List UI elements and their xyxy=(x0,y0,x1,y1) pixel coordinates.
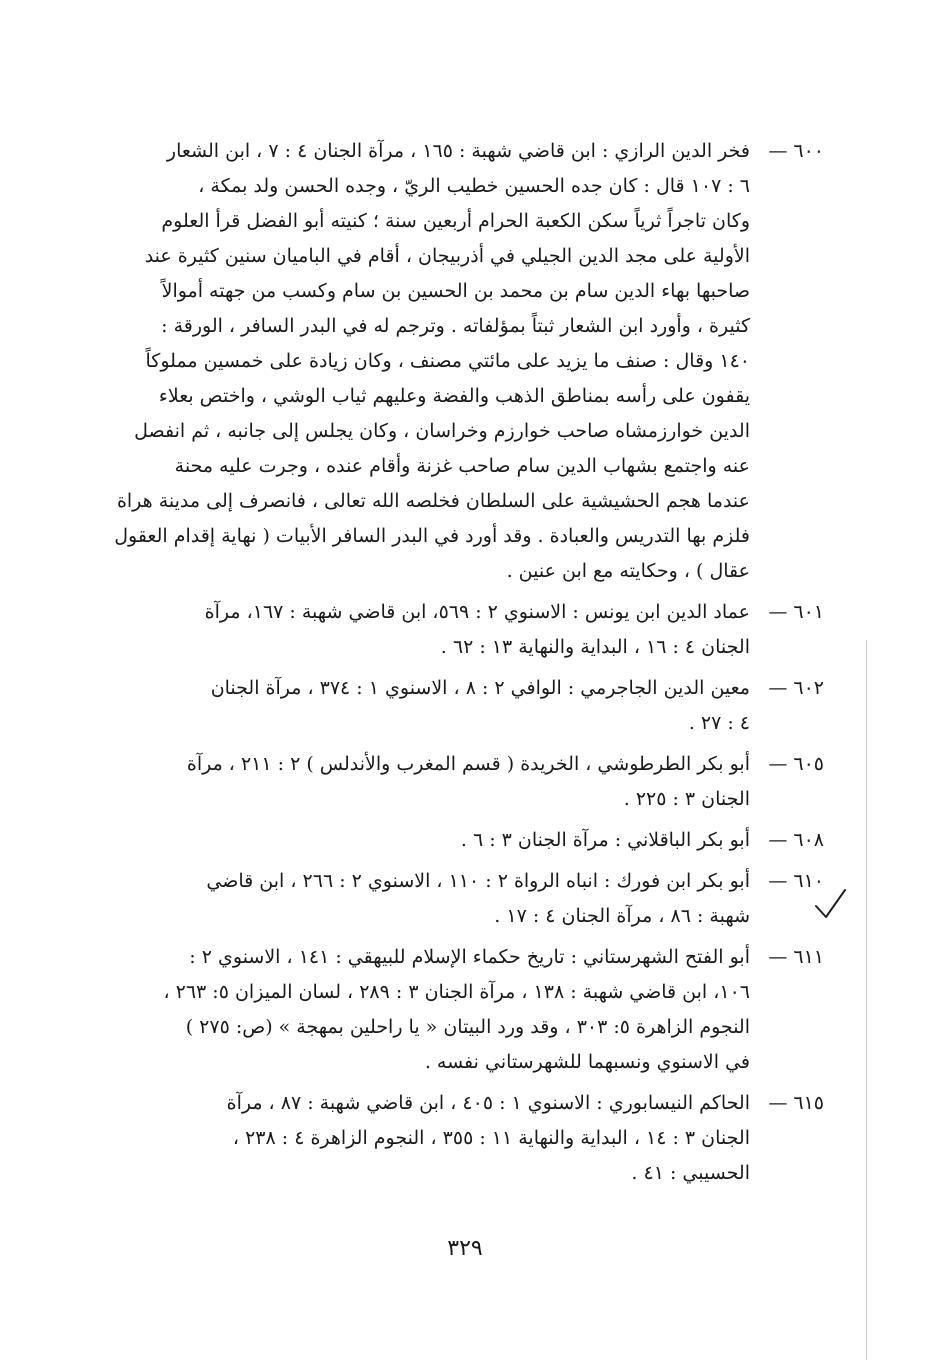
entry-number: ٦٠٨ — xyxy=(768,829,824,851)
entry-line: أبو بكر الباقلاني : مرآة الجنان ٣ : ٦ . xyxy=(460,829,750,851)
entry-line: ١٠٦، ابن قاضي شهبة : ١٣٨ ، مرآة الجنان ٣ : ٢٨٩ ، لسان الميزان ٥: ٢٦٣ ، xyxy=(163,981,750,1003)
entry-text xyxy=(148,671,750,741)
entry-text xyxy=(148,595,750,665)
entry-line: الحسيبي : ٤١ . xyxy=(631,1162,750,1184)
entry-number: ٦١١ — xyxy=(768,946,824,968)
footnote-entry xyxy=(148,747,824,817)
page-number: ٣٢٩ xyxy=(447,1236,483,1261)
entry-line: في الاسنوي ونسبهما للشهرستاني نفسه . xyxy=(424,1051,750,1073)
entry-text xyxy=(148,747,750,817)
entry-line: عماد الدين ابن يونس : الاسنوي ٢ : ٥٦٩، ابن قاضي شهبة : ١٦٧، مرآة xyxy=(204,601,750,623)
footnote-entry xyxy=(148,823,824,858)
entry-line: أبو الفتح الشهرستاني : تاريخ حكماء الإسلام للبيهقي : ١٤١ ، الاسنوي ٢ : xyxy=(189,946,750,968)
entry-number: ٦١٠ — xyxy=(768,870,824,892)
entry-line: ٦ : ١٠٧ قال : كان جده الحسين خطيب الريّ ، وجده الحسن ولد بمكة ، xyxy=(198,175,750,197)
entry-text xyxy=(148,1086,750,1191)
entry-line: النجوم الزاهرة ٥: ٣٠٣ ، وقد ورد البيتان « يا راحلين بمهجة » (ص: ٢٧٥ ) xyxy=(185,1016,750,1038)
entry-line: الجنان ٣ : ٢٢٥ . xyxy=(623,788,750,810)
entry-number: ٦٠٥ — xyxy=(768,753,824,775)
entry-line: ١٤٠ وقال : صنف ما يزيد على مائتي مصنف ، وكان زيادة على خمسين مملوكاً xyxy=(145,350,750,372)
entry-text xyxy=(148,940,750,1080)
entry-line: معين الدين الجاجرمي : الوافي ٢ : ٨ ، الاسنوي ١ : ٣٧٤ ، مرآة الجنان xyxy=(210,677,750,699)
entry-line: وكان تاجراً ثرياً سكن الكعبة الحرام أربعين سنة ؛ كنيته أبو الفضل قرأ العلوم xyxy=(161,210,750,232)
entry-line: ٤ : ٢٧ . xyxy=(688,712,750,734)
footnote-entry xyxy=(148,671,824,741)
footnote-entry xyxy=(148,1086,824,1191)
entry-number: ٦٠٢ — xyxy=(768,677,824,699)
entry-text xyxy=(114,134,750,589)
entry-line: الدين خوارزمشاه صاحب خوارزم وخراسان ، وكان يجلس إلى جانبه ، ثم انفصل xyxy=(134,420,750,442)
entry-number: ٦٠١ — xyxy=(768,601,824,623)
entry-line: فلزم بها التدريس والعبادة . وقد أورد في البدر السافر الأبيات ( نهاية إقدام العقول xyxy=(114,525,750,547)
entry-line: صاحبها بهاء الدين سام بن محمد بن الحسين بن سام وكسب من جهته أموالاً xyxy=(161,280,750,302)
entry-line: شهبة : ٨٦ ، مرآة الجنان ٤ : ١٧ . xyxy=(494,905,750,927)
footnotes-page xyxy=(114,134,824,1191)
footnote-entry xyxy=(114,134,824,589)
entry-line: الجنان ٣ : ١٤ ، البداية والنهاية ١١ : ٣٥٥ ، النجوم الزاهرة ٤ : ٢٣٨ ، xyxy=(232,1127,750,1149)
entry-number: ٦٠٠ — xyxy=(768,140,824,162)
footnote-entry xyxy=(148,595,824,665)
entry-line: عقال ) ، وحكايته مع ابن عنين . xyxy=(506,560,750,582)
entry-number: ٦١٥ — xyxy=(768,1092,824,1114)
entry-line: أبو بكر الطرطوشي ، الخريدة ( قسم المغرب والأندلس ) ٢ : ٢١١ ، مرآة xyxy=(186,753,750,775)
entry-line: الجنان ٤ : ١٦ ، البداية والنهاية ١٣ : ٦٢ . xyxy=(440,636,750,658)
entry-line: أبو بكر ابن فورك : انباه الرواة ٢ : ١١٠ ، الاسنوي ٢ : ٢٦٦ ، ابن قاضي xyxy=(206,870,750,892)
entry-line: الحاكم النيسابوري : الاسنوي ١ : ٤٠٥ ، ابن قاضي شهبة : ٨٧ ، مرآة xyxy=(226,1092,750,1114)
entry-text xyxy=(148,864,750,934)
footnote-entry xyxy=(148,940,824,1080)
entry-line: يقفون على رأسه بمناطق الذهب والفضة وعليهم ثياب الوشي ، واختص بعلاء xyxy=(158,385,750,407)
entry-line: عندما هجم الحشيشية على السلطان فخلصه الله تعالى ، فانصرف إلى مدينة هراة xyxy=(116,490,750,512)
entry-line: فخر الدين الرازي : ابن قاضي شهبة : ١٦٥ ، مرآة الجنان ٤ : ٧ ، ابن الشعار xyxy=(166,140,750,162)
entry-line: عنه واجتمع بشهاب الدين سام صاحب غزنة وأقام عنده ، وجرت عليه محنة xyxy=(174,455,750,477)
entry-line: الأولية على مجد الدين الجيلي في أذربيجان ، أقام في الباميان سنين كثيرة عند xyxy=(144,245,750,267)
footnote-entry xyxy=(148,864,824,934)
entry-line: كثيرة ، وأورد ابن الشعار ثبتاً بمؤلفاته . وترجم له في البدر السافر ، الورقة : xyxy=(161,315,750,337)
entry-text xyxy=(148,823,750,858)
